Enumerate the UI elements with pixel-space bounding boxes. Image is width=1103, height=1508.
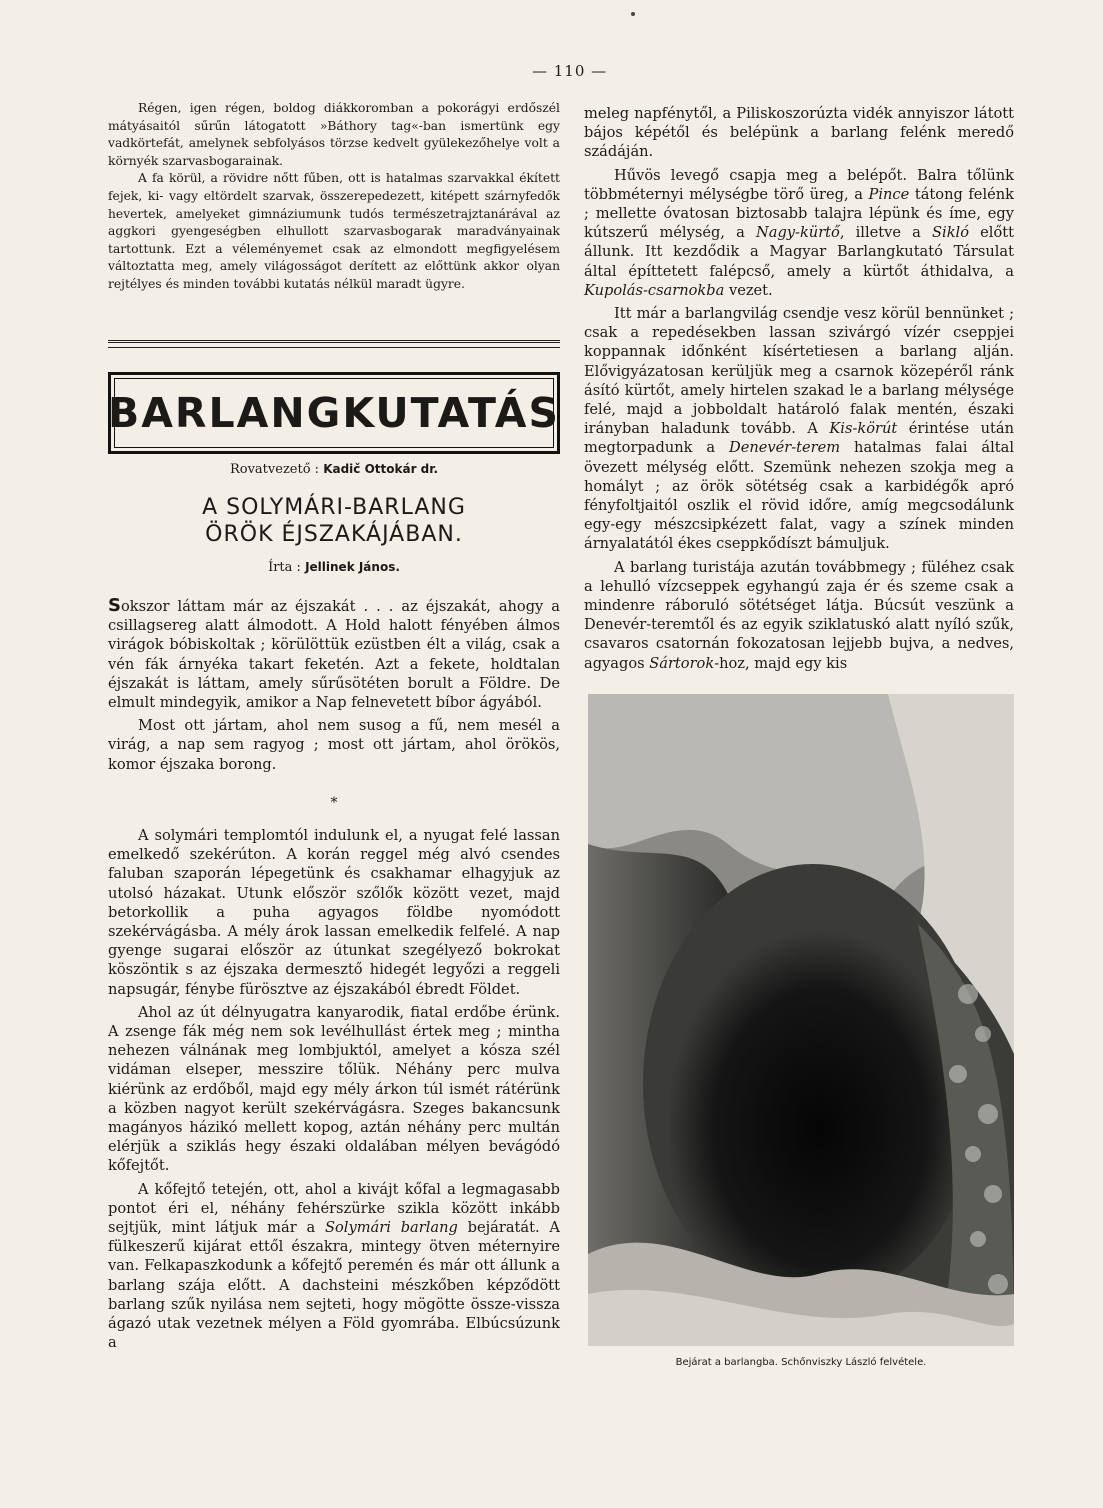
article-title bbox=[108, 494, 560, 548]
paragraph-text: bejáratát. A fülkeszerű kijárat ettől északra, mintegy ötven méternyire van. Felkapaszkodunk a kőfejtő peremén és már ott állunk a barlang szája előtt. A dachsteini mészkőben képződött barlang szűk nyilása nem sejteti, hogy mögötte össze-vissza ágazó utak vezetnek mélyen a Föld gyomrába. Elbúcsúzunk a bbox=[108, 1219, 560, 1352]
editor-label: Rovatvezető : bbox=[229, 462, 320, 477]
paragraph-text: A barlang turistája azután továbbmegy ; füléhez csak a lehulló vízcseppek egyhangú zaja ér és szeme csak a mindenre ráboruló sötétséget látja. Búcsút veszünk a Denevér-teremtől és az egyik sziklatuskó alatt nyíló szűk, csavaros csatornán fokozatosan lejjebb bujva, a nedves, agyagos bbox=[584, 558, 1014, 672]
drop-letter: S bbox=[108, 595, 121, 616]
place-name: Pince bbox=[868, 185, 910, 203]
article-paragraph: meleg napfénytől, a Piliskoszorúzta vidék annyiszor látott bájos képétől és belépünk a barlang felénk meredő szádáján. bbox=[584, 105, 1014, 161]
place-name: Kis-körút bbox=[829, 420, 898, 438]
article-title-line: ÖRÖK ÉJSZAKÁJÁBAN. bbox=[205, 522, 463, 547]
section-separator: * bbox=[330, 795, 338, 811]
section-divider bbox=[108, 340, 560, 343]
paragraph-text: Itt már a barlangvilág csendje vesz körül bennünket ; csak a repedésekben lassan szivárgó vízér cseppjei koppannak időnként kísértetiesen a barlang alján. Elővigyázatosan kerüljük meg a csarnok közepéről ránk ásító kürtőt, amely hirtelen szakad le a barlang mélysége felé, majd a jobboldalt határoló falak mentén, északi irányban haladunk tovább. A bbox=[584, 305, 1014, 438]
article-left-column bbox=[108, 596, 560, 774]
article-title-line: A SOLYMÁRI-BARLANG bbox=[202, 495, 466, 520]
previous-article-paragraph: A fa körül, a rövidre nőtt fűben, ott is hatalmas szarvakkal ékített fejek, ki- vagy eltördelt szarvak, összerepedezett, kitépett szárnyfedők hevertek, amelyeket gimnáziumunk tudós természetrajztanárával az aggkori gyengeségben elhullott szarvasbogarak maradványainak tartottunk. Ezt a véleményemet csak az elmondott megfigyelésem változtatta meg, amely világosságot derített az előttünk akkor olyan rejtélyes és minden további kutatás nélkül maradt ügyre. bbox=[108, 171, 560, 291]
paragraph-text: előtt állunk. Itt kezdődik a Magyar Barlangkutató Társulat által építtetett falépcső, amely a kürtőt áthidalva, a bbox=[584, 224, 1014, 280]
paragraph-text: vezet. bbox=[724, 281, 773, 299]
page-speck bbox=[631, 12, 635, 16]
place-name: Nagy-kürtő bbox=[755, 224, 840, 242]
author-name: Jellinek János. bbox=[305, 560, 400, 574]
article-right-column bbox=[584, 104, 1014, 673]
article-paragraph: Most ott jártam, ahol nem susog a fű, nem mesél a virág, a nap sem ragyog ; most ott jártam, ahol örökös, komor éjszaka borong. bbox=[108, 717, 560, 773]
place-name: Solymári barlang bbox=[325, 1219, 458, 1237]
section-divider-thin bbox=[108, 347, 560, 348]
article-author bbox=[108, 560, 560, 575]
article-paragraph bbox=[584, 166, 1014, 300]
paragraph-text: okszor láttam már az éjszakát . . . az éjszakát, ahogy a csillagsereg alatt álmodott. A Hold halott fényében álmos virágok bóbiskoltak ; körülöttük ezüstben élt a világ, csak a vén fák árnyéka takart feketén. Azt a fekete, holdtalan éjszakát is láttam, amely sűrűsötéten borult a Földre. De elmult mindegyik, amikor a Nap felnevetett bíbor ágyából. bbox=[108, 598, 560, 712]
paragraph-text: -hoz, majd egy kis bbox=[714, 654, 848, 672]
previous-article-paragraph: Régen, igen régen, boldog diákkoromban a pokorágyi erdőszél mátyásaitól sűrűn látogatott »Báthory tag«-ban ismertünk egy vadkörtefát, amelynek sebfolyásos törzse kedvelt gyülekezőhelye volt a környék szarvasbogarainak. bbox=[108, 101, 560, 168]
paragraph-text: , illetve a bbox=[839, 224, 933, 242]
place-name: Denevér-terem bbox=[729, 439, 841, 457]
article-paragraph bbox=[108, 596, 560, 712]
article-paragraph bbox=[584, 558, 1014, 673]
place-name: Sártorok bbox=[649, 654, 715, 672]
place-name: Kupolás-csarnokba bbox=[584, 281, 725, 299]
paragraph-text: érintése után megtorpadunk a bbox=[584, 420, 1014, 457]
article-paragraph: Ahol az út délnyugatra kanyarodik, fiatal erdőbe érünk. A zsenge fák még nem sok levélhullást értek meg ; mintha nehezen válnának meg lombjuktól, amelyet a kósza szél vidáman elseper, messzire tőlük. Néhány perc mulva kiérünk az erdőből, majd egy mély árkon túl ismét rátérünk a közben nagyot került szekérvágásra. Szeges bakancsunk magányos házikó mellett kopog, aztán néhány perc multán elérjük a sziklás hegy északi oldalában mélyen bevágódó kőfejtőt. bbox=[108, 1003, 560, 1175]
article-paragraph: A solymári templomtól indulunk el, a nyugat felé lassan emelkedő szekérúton. A korán reggel még alvó csendes faluban szaporán lépegetünk és csakhamar elhagyjuk az utolsó házakat. Utunk először szőlők között vezet, majd betorkollik a puha agyagos földbe nyomódott szekérvágásba. A mély árok lassan emelkedik felfelé. A nap gyenge sugarai először az útunkat szegélyező bokrokat köszöntik s az éjszaka dermesztő hidegét legyőzi a reggeli napsugár, fénybe fürösztve az éjszakából ébredt Földet. bbox=[108, 827, 560, 998]
photo-caption: Bejárat a barlangba. Schőnviszky László felvétele. bbox=[675, 1357, 927, 1368]
section-banner: BARLANGKUTATÁS bbox=[108, 372, 560, 454]
article-paragraph bbox=[584, 304, 1014, 554]
paragraph-text: A kőfejtő tetején, ott, ahol a kivájt kőfal a legmagasabb pontot éri el, néhány fehérszürke szikla között inkább sejtjük, mint látjuk már a bbox=[108, 1180, 560, 1237]
paragraph-text: Hűvös levegő csapja meg a belépőt. Balra tőlünk többméternyi mélységbe törő üreg, a bbox=[584, 166, 1014, 203]
cave-photo-drawing bbox=[588, 694, 1014, 1346]
article-paragraph bbox=[108, 1180, 560, 1353]
article-left-column-cont bbox=[108, 826, 560, 1352]
paragraph-text: hatalmas falai által övezett mélység előtt. Szemünk nehezen szokja meg a homályt ; az örök sötétség csak a karbidégők apró fényfoltjaitól oszlik el rövid időre, amíg megcsodálunk egy-egy mészcsipkézett falat, vagy a színek minden árnyalatától ékes cseppkődíszt bámuljuk. bbox=[584, 439, 1014, 553]
paragraph-text: tátong felénk ; mellette óvatosan biztosabb talajra lépünk és íme, egy kútszerű mélység, a bbox=[584, 185, 1014, 242]
previous-article-text bbox=[108, 100, 560, 294]
author-label: Írta : bbox=[268, 560, 301, 575]
column-editor bbox=[108, 462, 560, 477]
cave-entrance-photo bbox=[588, 694, 1014, 1346]
editor-name: Kadič Ottokár dr. bbox=[323, 462, 439, 476]
page-number: — 110 — bbox=[532, 62, 608, 80]
place-name: Sikló bbox=[932, 224, 969, 242]
